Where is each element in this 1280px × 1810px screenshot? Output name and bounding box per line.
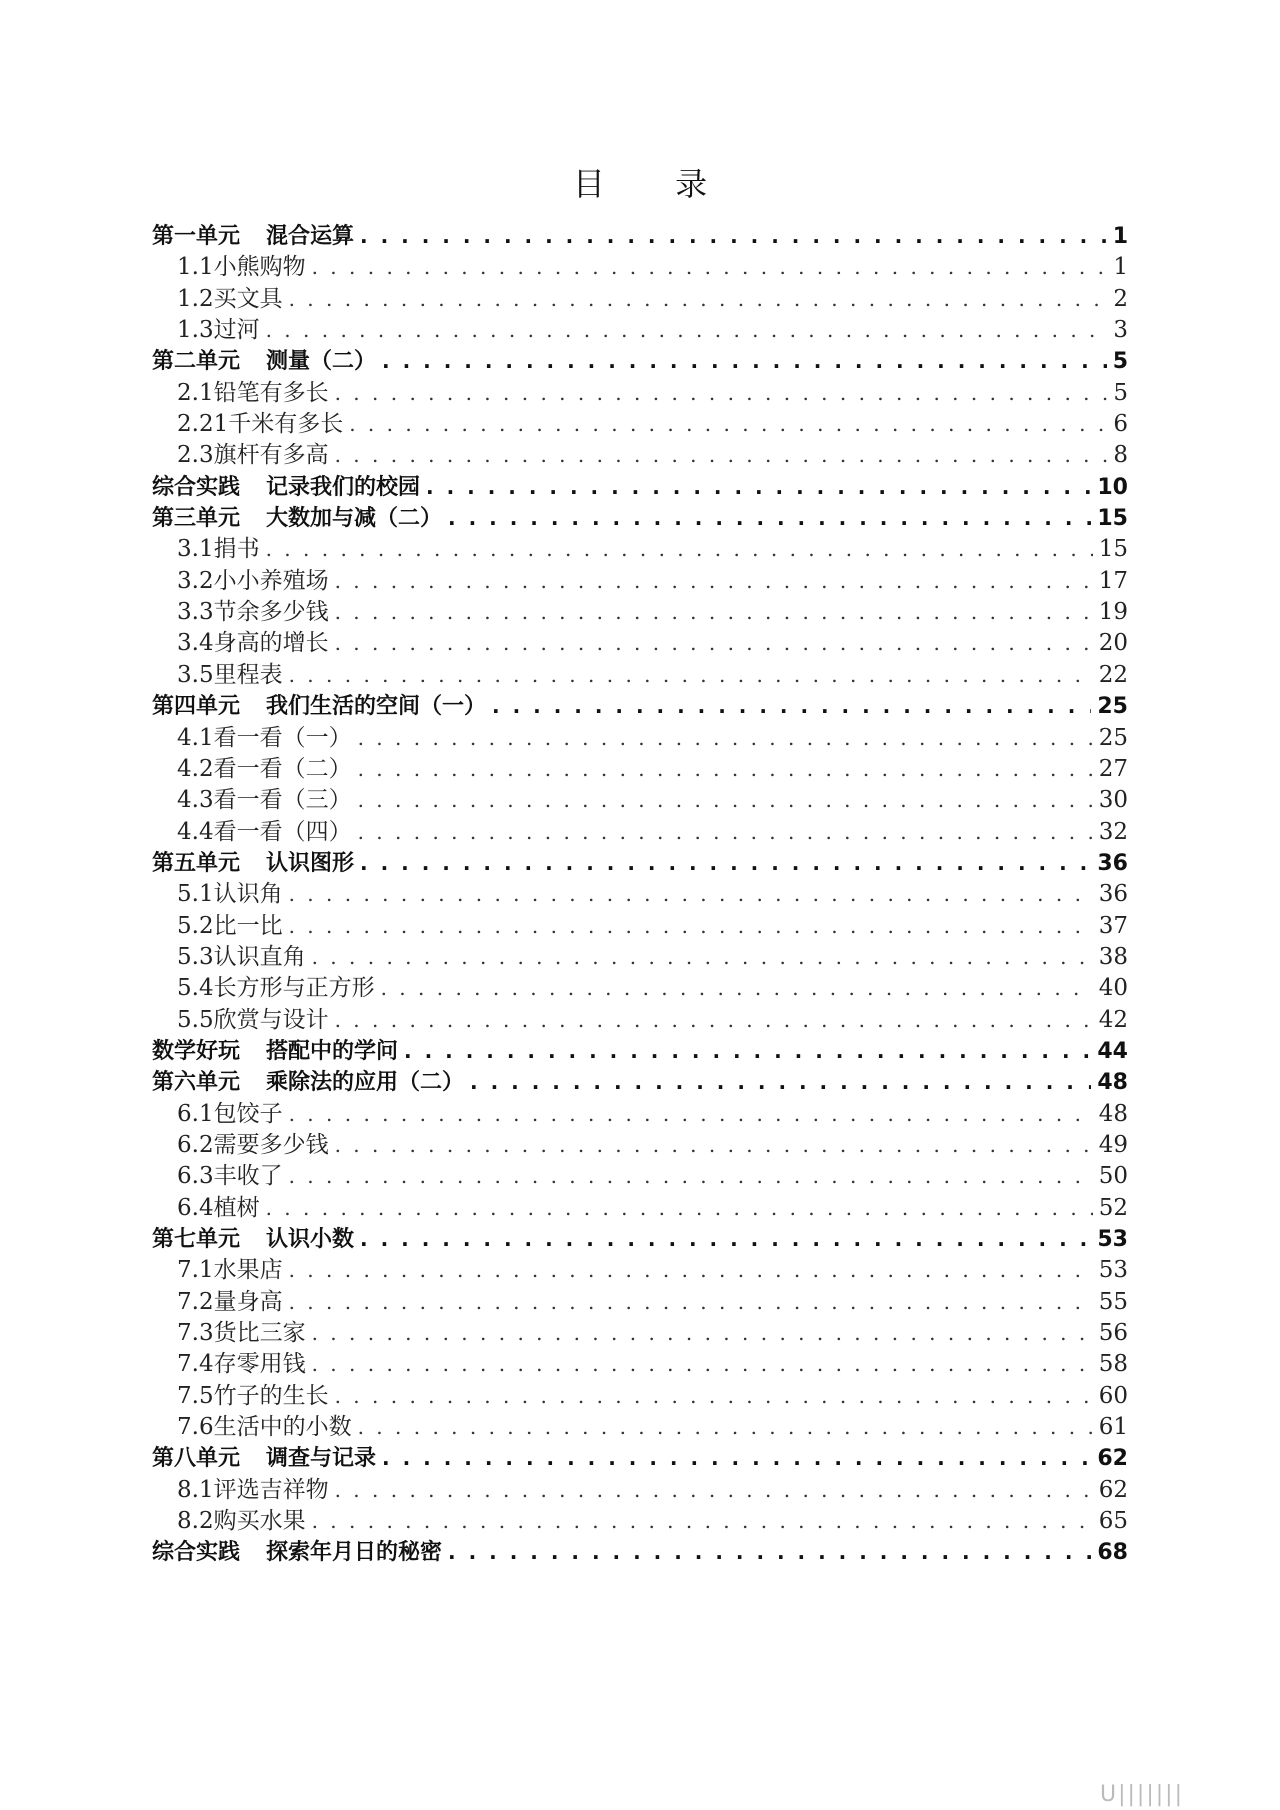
entry-number: 第八单元 (152, 1446, 241, 1472)
entry-page-number: 3 (1113, 317, 1128, 344)
entry-title: 铅笔有多长 (213, 379, 329, 406)
toc-lesson-entry[interactable] (152, 1099, 1128, 1130)
entry-title: 捐书 (213, 536, 260, 563)
entry-number: 第七单元 (152, 1227, 241, 1252)
entry-title: 小熊购物 (213, 254, 306, 281)
entry-title: 1千米有多长 (213, 411, 344, 438)
entry-title: 植树 (213, 1194, 260, 1221)
toc-lesson-entry[interactable] (152, 1318, 1128, 1349)
entry-title: 需要多少钱 (213, 1131, 329, 1158)
toc-lesson-entry[interactable] (152, 252, 1128, 283)
entry-title: 买文具 (213, 285, 283, 312)
dot-leader (382, 1443, 1091, 1474)
toc-lesson-entry[interactable] (152, 597, 1128, 628)
toc-lesson-entry[interactable] (152, 1005, 1128, 1036)
entry-page-number: 62 (1098, 1476, 1128, 1503)
entry-page-number: 1 (1113, 254, 1128, 281)
entry-page-number: 20 (1098, 630, 1128, 657)
toc-lesson-entry[interactable] (152, 409, 1128, 440)
entry-number: 5.3 (177, 943, 214, 970)
dot-leader (448, 503, 1091, 534)
dot-leader (335, 566, 1093, 597)
toc-lesson-entry[interactable] (152, 879, 1128, 910)
entry-title: 认识角 (213, 881, 283, 908)
entry-number: 7.4 (177, 1351, 214, 1378)
entry-title: 乘除法的应用（二） (266, 1070, 465, 1096)
entry-page-number: 40 (1098, 975, 1128, 1002)
toc-lesson-entry[interactable] (152, 1349, 1128, 1380)
entry-number: 4.1 (177, 724, 214, 751)
toc-lesson-entry[interactable] (152, 1475, 1128, 1506)
entry-number: 5.5 (177, 1006, 214, 1033)
entry-page-number: 6 (1113, 411, 1128, 438)
entry-page-number: 10 (1097, 474, 1128, 500)
toc-lesson-entry[interactable] (152, 284, 1128, 315)
toc-lesson-entry[interactable] (152, 534, 1128, 565)
dot-leader (289, 1255, 1093, 1286)
dot-leader (426, 472, 1091, 503)
entry-page-number: 52 (1098, 1194, 1128, 1221)
entry-number: 7.5 (177, 1382, 214, 1409)
entry-title: 评选吉祥物 (213, 1476, 329, 1503)
entry-number: 6.3 (177, 1163, 214, 1190)
toc-unit-entry[interactable] (152, 1224, 1128, 1255)
entry-number: 4.3 (177, 787, 214, 814)
entry-number: 5.4 (177, 975, 214, 1002)
toc-lesson-entry[interactable] (152, 660, 1128, 691)
dot-leader (358, 754, 1093, 785)
entry-number: 7.3 (177, 1320, 214, 1347)
entry-title: 节余多少钱 (213, 599, 329, 626)
entry-number: 6.1 (177, 1100, 214, 1127)
dot-leader (358, 1412, 1093, 1443)
dot-leader (404, 1036, 1091, 1067)
dot-leader (289, 660, 1093, 691)
toc-lesson-entry[interactable] (152, 628, 1128, 659)
toc-unit-entry[interactable] (152, 503, 1128, 534)
entry-title: 看一看（三） (213, 787, 352, 814)
entry-page-number: 8 (1113, 442, 1128, 469)
entry-number: 6.2 (177, 1131, 214, 1158)
entry-title: 欣赏与设计 (213, 1006, 329, 1033)
entry-page-number: 36 (1098, 881, 1128, 908)
entry-title: 认识直角 (213, 943, 306, 970)
entry-page-number: 60 (1098, 1382, 1128, 1409)
toc-lesson-entry[interactable] (152, 1161, 1128, 1192)
toc-lesson-entry[interactable] (152, 378, 1128, 409)
entry-page-number: 44 (1097, 1038, 1128, 1064)
dot-leader (266, 315, 1108, 346)
entry-title: 看一看（一） (213, 724, 352, 751)
entry-title: 测量（二） (266, 349, 377, 375)
entry-title: 购买水果 (213, 1508, 306, 1535)
entry-title: 混合运算 (266, 224, 355, 249)
entry-page-number: 38 (1098, 943, 1128, 970)
entry-number: 8.2 (177, 1508, 214, 1535)
dot-leader (335, 1475, 1093, 1506)
entry-page-number: 37 (1098, 912, 1128, 939)
dot-leader (289, 1099, 1093, 1130)
toc-lesson-entry[interactable] (152, 817, 1128, 848)
entry-number: 5.2 (177, 912, 214, 939)
toc-lesson-entry[interactable] (152, 1506, 1128, 1537)
dot-leader (335, 628, 1093, 659)
dot-leader (289, 879, 1093, 910)
entry-page-number: 62 (1097, 1446, 1128, 1472)
entry-page-number: 25 (1097, 694, 1128, 720)
entry-number: 4.4 (177, 818, 214, 845)
watermark: U||||||| (1100, 1782, 1184, 1807)
entry-page-number: 27 (1098, 755, 1128, 782)
toc-lesson-entry[interactable] (152, 785, 1128, 816)
dot-leader (358, 785, 1093, 816)
entry-title: 水果店 (213, 1257, 283, 1284)
entry-title: 里程表 (213, 661, 283, 688)
toc-unit-entry[interactable] (152, 221, 1128, 252)
dot-leader (382, 346, 1107, 377)
toc-unit-entry[interactable] (152, 1443, 1128, 1474)
entry-page-number: 5 (1113, 379, 1128, 406)
entry-title: 看一看（二） (213, 755, 352, 782)
entry-title: 旗杆有多高 (213, 442, 329, 469)
entry-number: 6.4 (177, 1194, 214, 1221)
toc-lesson-entry[interactable] (152, 1193, 1128, 1224)
entry-page-number: 48 (1098, 1100, 1128, 1127)
table-of-contents (152, 221, 1128, 1569)
entry-number: 第三单元 (152, 506, 241, 532)
dot-leader (349, 409, 1107, 440)
entry-number: 2.3 (177, 442, 214, 469)
entry-number: 第四单元 (152, 694, 241, 720)
dot-leader (335, 597, 1093, 628)
dot-leader (312, 942, 1093, 973)
dot-leader (492, 691, 1091, 722)
entry-number: 1.2 (177, 285, 214, 312)
entry-number: 4.2 (177, 755, 214, 782)
entry-page-number: 68 (1097, 1540, 1128, 1566)
entry-number: 3.1 (177, 536, 214, 563)
entry-number: 3.5 (177, 661, 214, 688)
entry-title: 认识小数 (266, 1227, 355, 1252)
toc-lesson-entry[interactable] (152, 973, 1128, 1004)
toc-lesson-entry[interactable] (152, 1412, 1128, 1443)
entry-page-number: 15 (1098, 536, 1128, 563)
entry-title: 看一看（四） (213, 818, 352, 845)
entry-page-number: 53 (1097, 1227, 1128, 1252)
toc-lesson-entry[interactable] (152, 754, 1128, 785)
dot-leader (289, 284, 1108, 315)
dot-leader (470, 1067, 1091, 1098)
toc-lesson-entry[interactable] (152, 911, 1128, 942)
dot-leader (360, 1224, 1091, 1255)
entry-number: 7.2 (177, 1288, 214, 1315)
entry-page-number: 49 (1098, 1131, 1128, 1158)
dot-leader (289, 1161, 1093, 1192)
dot-leader (358, 723, 1093, 754)
entry-number: 1.1 (177, 254, 214, 281)
dot-leader (312, 1506, 1093, 1537)
entry-number: 2.2 (177, 411, 214, 438)
entry-number: 第二单元 (152, 349, 241, 375)
entry-page-number: 22 (1098, 661, 1128, 688)
entry-title: 存零用钱 (213, 1351, 306, 1378)
entry-number: 综合实践 (152, 1540, 241, 1566)
dot-leader (335, 440, 1108, 471)
entry-number: 3.3 (177, 599, 214, 626)
entry-number: 7.6 (177, 1414, 214, 1441)
entry-page-number: 65 (1098, 1508, 1128, 1535)
entry-number: 1.3 (177, 317, 214, 344)
entry-number: 第六单元 (152, 1070, 241, 1096)
entry-number: 综合实践 (152, 474, 241, 500)
toc-lesson-entry[interactable] (152, 1381, 1128, 1412)
toc-lesson-entry[interactable] (152, 1130, 1128, 1161)
dot-leader (360, 221, 1107, 252)
entry-number: 第五单元 (152, 850, 241, 876)
dot-leader (312, 252, 1108, 283)
entry-page-number: 17 (1098, 567, 1128, 594)
toc-lesson-entry[interactable] (152, 1287, 1128, 1318)
entry-page-number: 15 (1097, 506, 1128, 532)
entry-number: 3.2 (177, 567, 214, 594)
entry-page-number: 30 (1098, 787, 1128, 814)
dot-leader (360, 848, 1091, 879)
entry-number: 第一单元 (152, 224, 241, 249)
entry-title: 生活中的小数 (213, 1414, 352, 1441)
entry-title: 认识图形 (266, 850, 355, 876)
toc-unit-entry[interactable] (152, 472, 1128, 503)
entry-page-number: 32 (1098, 818, 1128, 845)
entry-title: 调查与记录 (266, 1446, 377, 1472)
dot-leader (335, 1005, 1093, 1036)
entry-page-number: 50 (1098, 1163, 1128, 1190)
dot-leader (335, 1130, 1093, 1161)
entry-page-number: 19 (1098, 599, 1128, 626)
toc-unit-entry[interactable] (152, 1067, 1128, 1098)
toc-lesson-entry[interactable] (152, 1255, 1128, 1286)
entry-page-number: 42 (1098, 1006, 1128, 1033)
dot-leader (266, 534, 1093, 565)
entry-title: 比一比 (213, 912, 283, 939)
entry-title: 搭配中的学问 (266, 1038, 399, 1064)
dot-leader (266, 1193, 1093, 1224)
entry-page-number: 58 (1098, 1351, 1128, 1378)
entry-page-number: 55 (1098, 1288, 1128, 1315)
entry-page-number: 2 (1113, 285, 1128, 312)
toc-unit-entry[interactable] (152, 848, 1128, 879)
dot-leader (289, 911, 1093, 942)
entry-number: 2.1 (177, 379, 214, 406)
entry-title: 长方形与正方形 (213, 975, 375, 1002)
dot-leader (335, 378, 1108, 409)
toc-unit-entry[interactable] (152, 691, 1128, 722)
toc-lesson-entry[interactable] (152, 942, 1128, 973)
entry-page-number: 25 (1098, 724, 1128, 751)
dot-leader (335, 1381, 1093, 1412)
entry-number: 8.1 (177, 1476, 214, 1503)
toc-lesson-entry[interactable] (152, 315, 1128, 346)
toc-unit-entry[interactable] (152, 1537, 1128, 1568)
entry-title: 货比三家 (213, 1320, 306, 1347)
entry-page-number: 56 (1098, 1320, 1128, 1347)
entry-page-number: 53 (1098, 1257, 1128, 1284)
entry-number: 数学好玩 (152, 1038, 241, 1064)
entry-title: 量身高 (213, 1288, 283, 1315)
entry-title: 小小养殖场 (213, 567, 329, 594)
entry-number: 5.1 (177, 881, 214, 908)
toc-lesson-entry[interactable] (152, 566, 1128, 597)
entry-title: 过河 (213, 317, 260, 344)
entry-page-number: 36 (1097, 850, 1128, 876)
dot-leader (312, 1349, 1093, 1380)
entry-title: 记录我们的校园 (266, 474, 421, 500)
entry-page-number: 5 (1112, 349, 1128, 375)
entry-number: 7.1 (177, 1257, 214, 1284)
entry-title: 包饺子 (213, 1100, 283, 1127)
entry-page-number: 61 (1098, 1414, 1128, 1441)
entry-page-number: 1 (1112, 224, 1128, 249)
dot-leader (289, 1287, 1093, 1318)
entry-title: 竹子的生长 (213, 1382, 329, 1409)
dot-leader (448, 1537, 1091, 1568)
dot-leader (358, 817, 1093, 848)
toc-unit-entry[interactable] (152, 346, 1128, 377)
dot-leader (381, 973, 1093, 1004)
toc-unit-entry[interactable] (152, 1036, 1128, 1067)
page-title: 目 录 (572, 165, 738, 203)
entry-title: 大数加与减（二） (266, 506, 443, 532)
entry-number: 3.4 (177, 630, 214, 657)
entry-title: 探索年月日的秘密 (266, 1540, 443, 1566)
entry-title: 我们生活的空间（一） (266, 694, 487, 720)
entry-title: 丰收了 (213, 1163, 283, 1190)
toc-lesson-entry[interactable] (152, 723, 1128, 754)
toc-lesson-entry[interactable] (152, 440, 1128, 471)
entry-page-number: 48 (1097, 1070, 1128, 1096)
dot-leader (312, 1318, 1093, 1349)
entry-title: 身高的增长 (213, 630, 329, 657)
